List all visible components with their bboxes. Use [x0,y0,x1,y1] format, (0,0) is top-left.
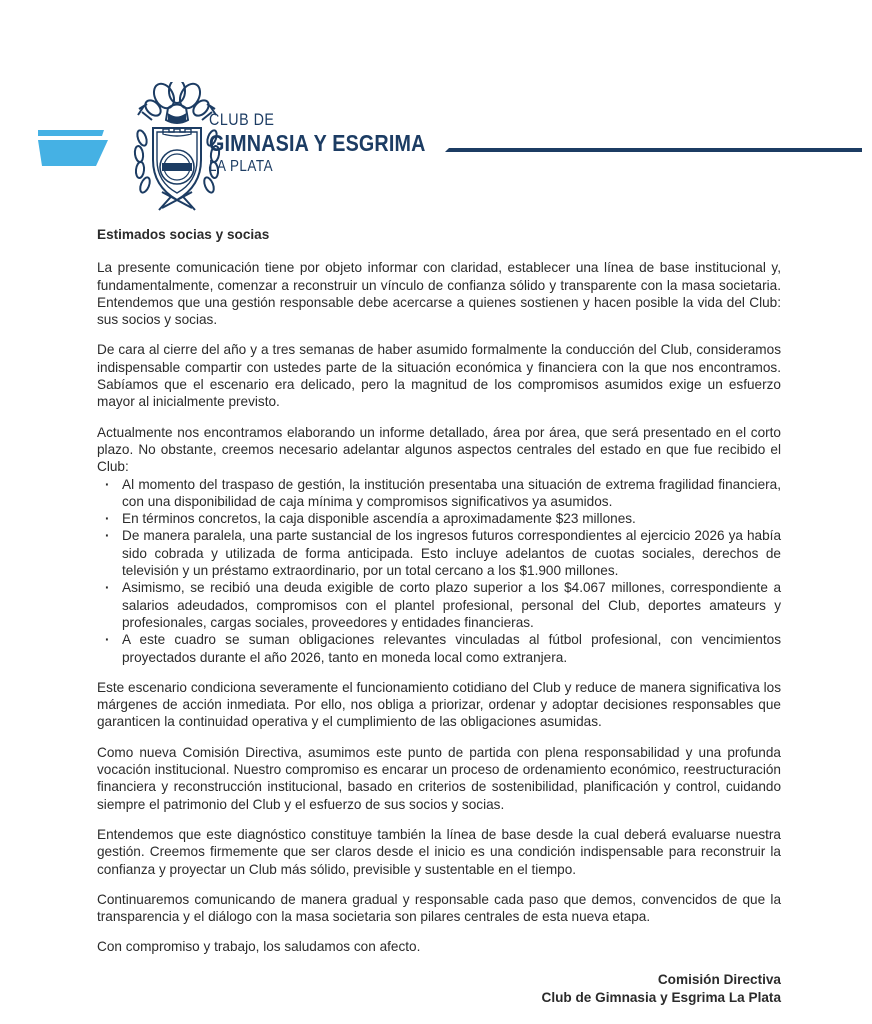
paragraph: La presente comunicación tiene por objeto informar con claridad, establecer una línea de base institucional y, fundamentalmente, comenzar a reconstruir un vínculo de confianza sólido y transparente con la masa societaria. Entendemos que una gestión responsable debe acercarse a quienes sostienen y hacen posible la vida del Club: sus socios y socias. [97,260,781,328]
paragraph: Entendemos que este diagnóstico constituye también la línea de base desde la cual deberá evaluarse nuestra gestión. Creemos firmemente que ser claros desde el inicio es una condición indispensable para reconstruir la confianza y proyectar un Club más sólido, previsible y sustentable en el tiempo. [97,826,781,877]
letterhead [0,0,872,222]
signature-title: Comisión Directiva [657,971,781,987]
paragraph: De cara al cierre del año y a tres semanas de haber asumido formalmente la conducción del Club, consideramos indispensable compartir con ustedes parte de la situación económica y financiera con la que nos encontramos. Sabíamos que el escenario era delicado, pero la magnitud de los compromisos asumidos exige un esfuerzo mayor al inicialmente previsto. [97,342,781,410]
wordmark-line-club-de: CLUB DE [209,110,275,129]
header-rule [445,148,862,152]
bullet-item: · De manera paralela, una parte sustancial de los ingresos futuros correspondientes al ejercicio 2026 ya había sido cobrada y utilizada de forma anticipada. Esto incluye adelantos de cuotas sociales, derechos de televisión y un préstamo extraordinario, por un total cercano a los $1.900 millones. [97,527,781,579]
wordmark-line-la-plata: LA PLATA [209,158,274,175]
wordmark-line-gimnasia-y-esgrima: GIMNASIA Y ESGRIMA [209,130,426,156]
bullet-item: · Asimismo, se recibió una deuda exigible de corto plazo superior a los $4.067 millones, correspondiente a salarios adeudados, compromisos con el plantel profesional, personal del Club, deportes amateurs y profesionales, cargas sociales, proveedores y entidades financieras. [97,579,781,631]
bullet-item: · A este cuadro se suman obligaciones relevantes vinculadas al fútbol profesional, con vencimientos proyectados durante el año 2026, tanto en moneda local como extranjera. [97,631,781,666]
letter-body [97,226,781,1007]
paragraph: Continuaremos comunicando de manera gradual y responsable cada paso que demos, convencidos de que la transparencia y el diálogo con la masa societaria son pilares centrales de esta nueva etapa. [97,891,781,925]
bullet-list [97,476,781,666]
paragraph-signoff: Con compromiso y trabajo, los saludamos con afecto. [97,939,421,955]
bullet-item: · En términos concretos, la caja disponible ascendía a aproximadamente $23 millones. [97,510,781,527]
bullet-item: · Al momento del traspaso de gestión, la institución presentaba una situación de extrema fragilidad financiera, con una disponibilidad de caja mínima y compromisos significativos ya asumidos. [97,476,781,511]
club-wordmark [209,109,426,177]
salutation: Estimados socias y socias [97,227,270,242]
paragraph: Este escenario condiciona severamente el funcionamiento cotidiano del Club y reduce de manera significativa los márgenes de acción inmediata. Por ello, nos obliga a priorizar, ordenar y adoptar decisiones responsables que garanticen la continuidad operativa y el cumplimiento de las obligaciones asumidas. [97,679,781,730]
accent-flag-icon [36,124,116,172]
paragraph-bullet-intro: Actualmente nos encontramos elaborando un informe detallado, área por área, que será presentado en el corto plazo. No obstante, creemos necesario adelantar algunos aspectos centrales del estado en que fue recibido el Club: [97,424,781,475]
signature-club-name: Club de Gimnasia y Esgrima La Plata [541,989,781,1005]
paragraph: Como nueva Comisión Directiva, asumimos este punto de partida con plena responsabilidad y una profunda vocación institucional. Nuestro compromiso es encarar un proceso de ordenamiento económico, reestructuración financiera y reconstrucción institucional, basado en criterios de sostenibilidad, planificación y control, cuidando siempre el patrimonio del Club y el esfuerzo de sus socios y socias. [97,744,781,812]
signature-block [97,971,781,1007]
